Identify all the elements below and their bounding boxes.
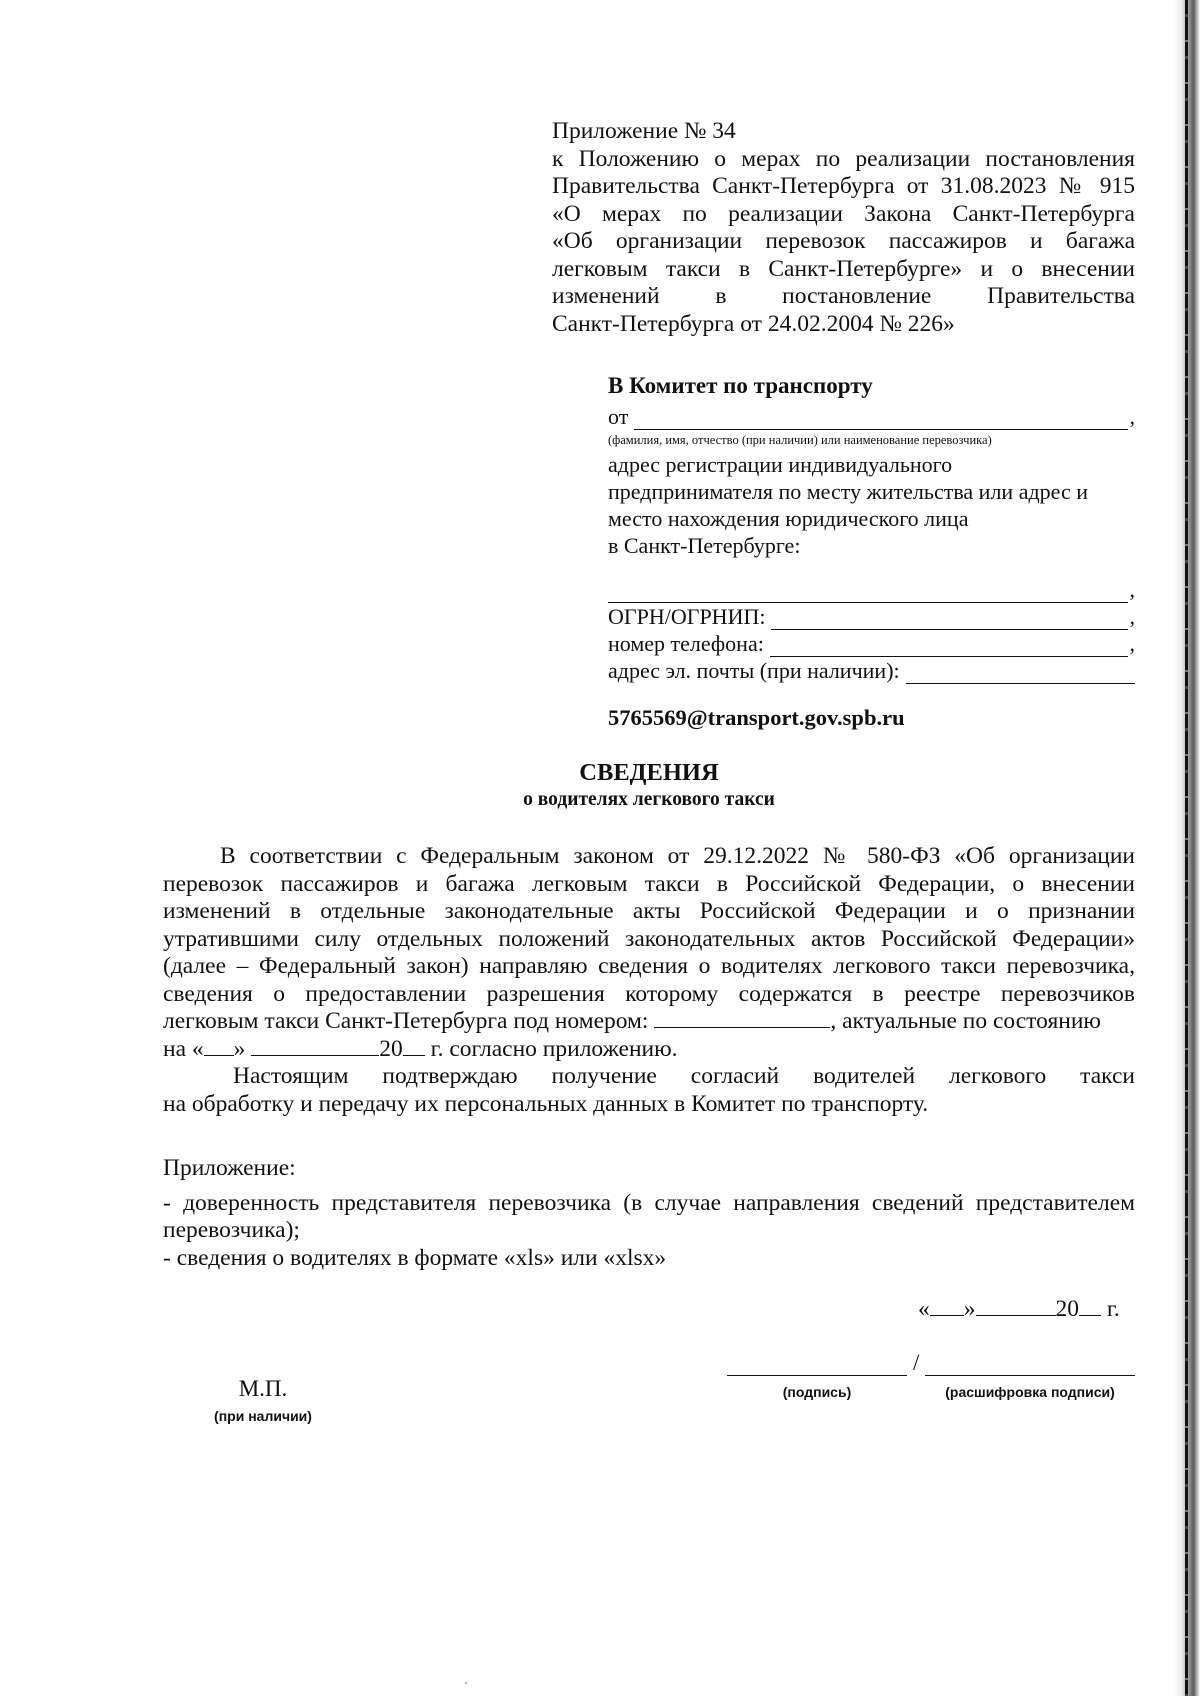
ogrn-label: ОГРН/ОГРНИП: (608, 604, 766, 629)
year-suffix: г. (1101, 1296, 1120, 1322)
year-field[interactable] (403, 1036, 425, 1056)
body-line: (далее – Федеральный закон) направляю сведения о водителях легкового такси перевозчика, (163, 953, 1135, 979)
address-row (608, 576, 1135, 603)
body-line-date (163, 1036, 1135, 1064)
phone-comma: , (1129, 631, 1135, 656)
date-open-quote: на « (163, 1035, 204, 1062)
address-description-line: предпринимателя по месту жительства или адрес и (608, 479, 1089, 504)
address-description-line: в Санкт-Петербурге: (608, 533, 801, 558)
from-row (608, 403, 1135, 430)
appendix-line: к Положению о мерах по реализации постановления (552, 145, 1135, 172)
signature-name-field[interactable] (925, 1353, 1135, 1376)
signature-hint: (подпись) (782, 1384, 852, 1400)
phone-field[interactable] (770, 635, 1128, 657)
attachment-item: - доверенность представителя перевозчика (в случае направления сведений представителем (163, 1189, 1135, 1216)
signature-block (727, 1350, 1135, 1400)
email-field[interactable] (906, 662, 1135, 684)
ogrn-field[interactable] (771, 608, 1127, 630)
appendix-header (552, 118, 1135, 338)
body-line: Настоящим подтверждаю получение согласий водителей легкового такси (233, 1063, 1135, 1089)
attachments-block (163, 1155, 1135, 1272)
body-line: сведения о предоставлении разрешения которому содержатся в реестре перевозчиков (163, 980, 1135, 1007)
email-row (608, 657, 1135, 684)
appendix-line: Приложение № 34 (552, 118, 736, 144)
signature-name-hint: (расшифровка подписи) (945, 1384, 1115, 1400)
body-line: изменений в отдельные законодательные акты Российской Федерации и о признании (163, 898, 1135, 924)
address-description-line: место нахождения юридического лица (608, 506, 969, 531)
appendix-line: легковым такси в Санкт-Петербурге» и о внесении (552, 255, 1135, 282)
appendix-line: «О мерах по реализации Закона Санкт-Петербурга (552, 200, 1135, 227)
signing-date (918, 1296, 1120, 1323)
appendix-line: «Об организации перевозок пассажиров и багажа (552, 228, 1135, 254)
sign-day-field[interactable] (930, 1296, 964, 1316)
stamp-label: М.П. (238, 1376, 288, 1401)
from-label: от (608, 404, 629, 429)
from-field[interactable] (634, 408, 1127, 430)
document-body (163, 843, 1135, 1118)
addressee-block (608, 372, 1135, 684)
addressee-title: В Комитет по транспорту (608, 373, 873, 398)
body-line: на обработку и передачу их персональных данных в Комитет по транспорту. (163, 1090, 929, 1117)
sign-year-field[interactable] (1079, 1296, 1101, 1316)
attachment-item-cont: перевозчика); (163, 1217, 300, 1243)
committee-email: 5765569@transport.gov.spb.ru (608, 705, 905, 730)
body-line: утратившими силу отдельных положений законодательных актов Российской Федерации» (163, 925, 1135, 952)
date-open-quote: « (918, 1296, 930, 1322)
date-tail: г. согласно приложению. (424, 1035, 678, 1062)
signature-slash: / (913, 1350, 920, 1375)
month-field[interactable] (251, 1036, 379, 1056)
year-prefix: 20 (379, 1035, 403, 1062)
body-line-registry (163, 1008, 1135, 1036)
appendix-line: Санкт-Петербурга от 24.02.2004 № 226» (552, 310, 955, 337)
registry-text: легковым такси Санкт-Петербурга под номером: (163, 1008, 649, 1034)
address-field[interactable] (608, 581, 1128, 603)
appendix-line: изменений в постановление Правительства (552, 283, 1135, 309)
appendix-line: Правительства Санкт-Петербурга от 31.08.2023 № 915 (552, 173, 1135, 199)
ogrn-comma: , (1129, 604, 1135, 629)
phone-label: номер телефона: (608, 631, 764, 656)
attachments-title: Приложение: (163, 1155, 296, 1181)
body-line: В соответствии с Федеральным законом от 29.12.2022 № 580-ФЗ «Об организации (220, 843, 1135, 869)
phone-row (608, 630, 1135, 657)
sign-month-field[interactable] (976, 1296, 1056, 1316)
registry-number-field[interactable] (654, 1008, 830, 1028)
address-description (608, 451, 1135, 559)
signature-field[interactable] (727, 1353, 907, 1376)
body-line: перевозок пассажиров и багажа легковым такси в Российской Федерации, о внесении (163, 870, 1135, 897)
document-title-block (163, 758, 1135, 812)
stamp-placeholder (198, 1376, 328, 1424)
scan-speck (465, 1682, 467, 1684)
address-description-line: адрес регистрации индивидуального (608, 452, 953, 477)
registry-text-end: , актуальные по состоянию (830, 1008, 1101, 1034)
stamp-hint: (при наличии) (214, 1408, 312, 1424)
attachment-item: - сведения о водителях в формате «xls» или «xlsx» (163, 1244, 667, 1271)
year-prefix: 20 (1055, 1296, 1079, 1322)
email-label: адрес эл. почты (при наличии): (608, 658, 900, 683)
scan-edge-line (1185, 0, 1188, 1696)
day-field[interactable] (204, 1036, 234, 1056)
from-hint: (фамилия, имя, отчество (при наличии) или наименование перевозчика) (608, 433, 992, 447)
ogrn-row (608, 603, 1135, 630)
document-subtitle: о водителях легкового такси (523, 789, 775, 810)
date-close-quote: » (233, 1035, 246, 1062)
document-title: СВЕДЕНИЯ (579, 759, 719, 786)
address-comma: , (1129, 577, 1135, 602)
from-comma: , (1129, 404, 1135, 429)
date-close-quote: » (963, 1296, 976, 1322)
